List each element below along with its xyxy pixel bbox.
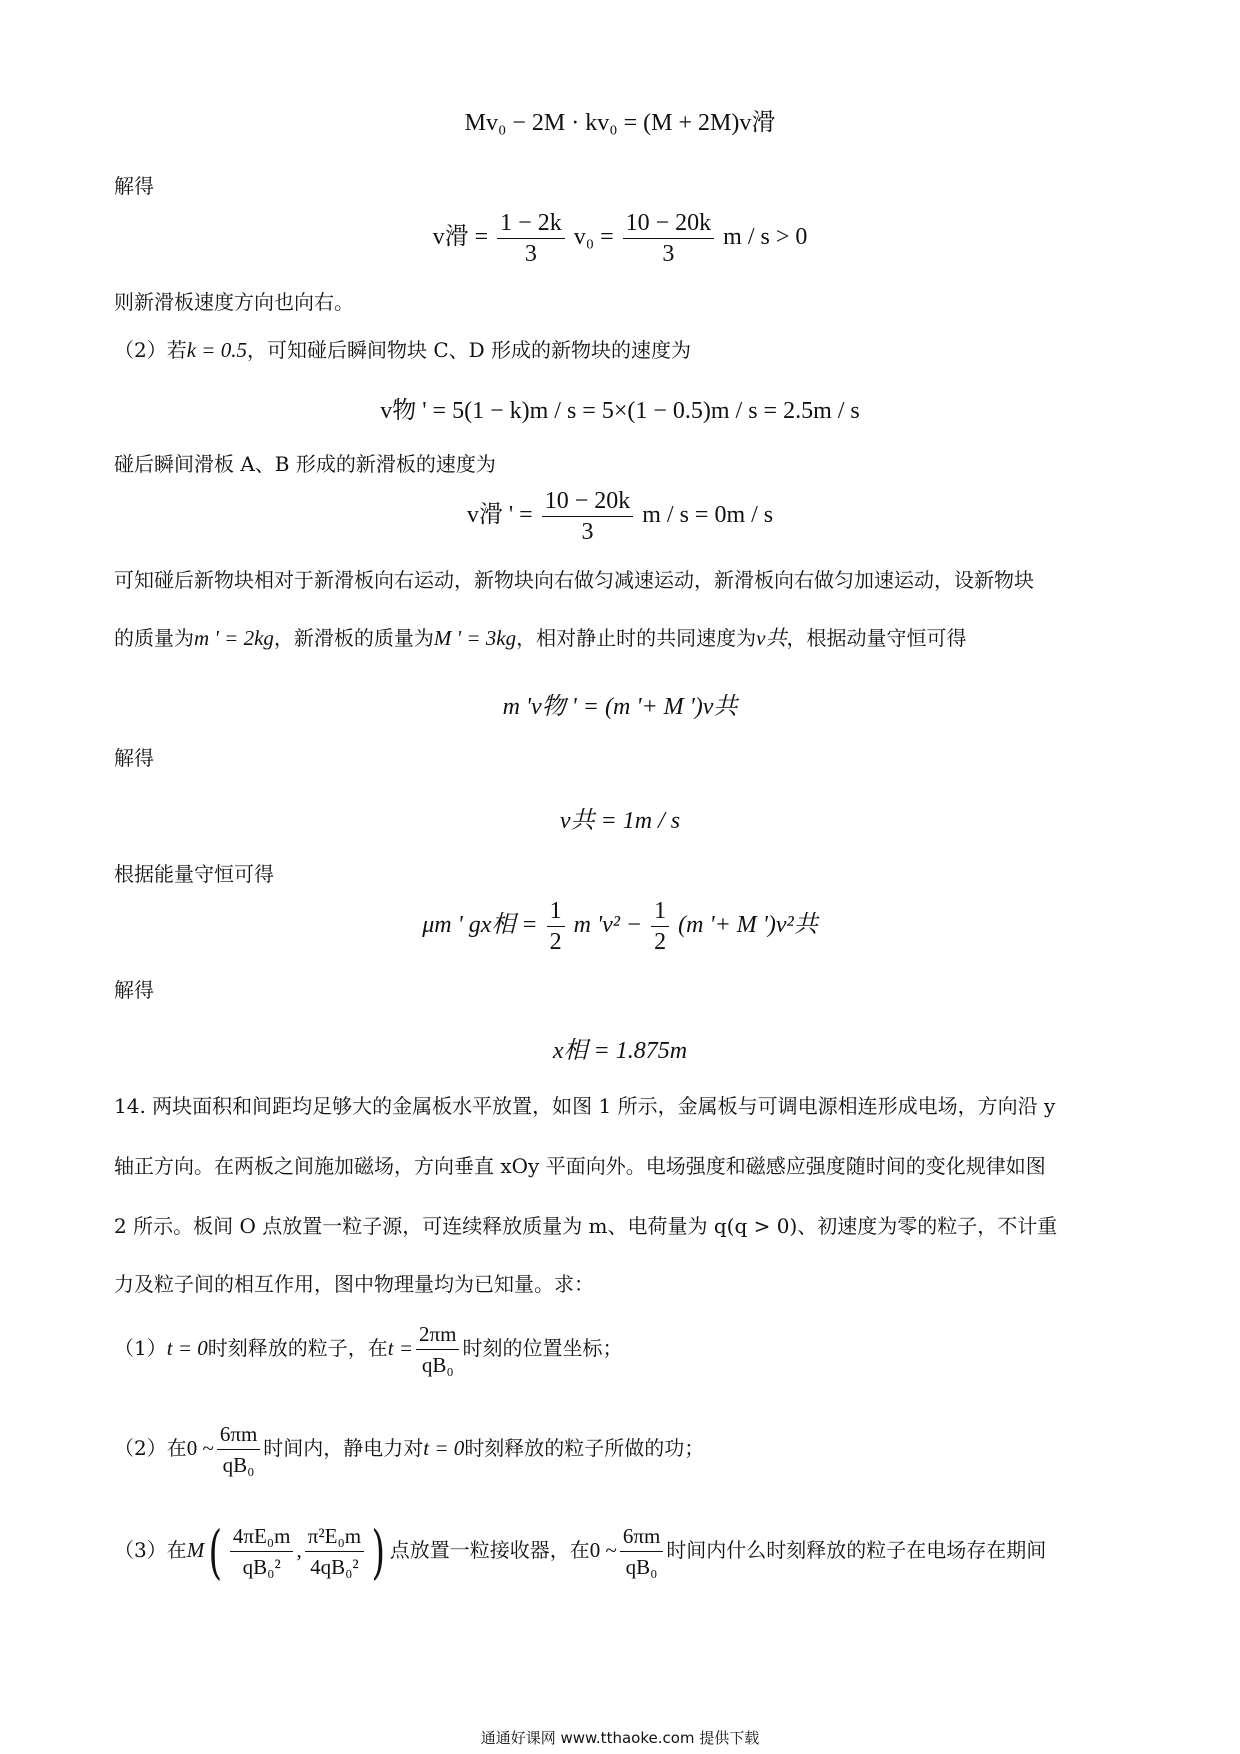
eq2-rhs: m / s > 0	[723, 224, 808, 251]
text-jiede-1: 解得	[114, 174, 154, 198]
text-jiede-2: 解得	[114, 746, 154, 770]
q14-subquestion-3: （3）在M( $\frac{\text{4πE₀m}}{\text{qB₀²}}$ , $\frac{\text{π²E₀m}}{\text{4qB₀²}}$ ) 点放置一粒接收器，在0 ~ $\frac{6\pi m}{\text{qB₀}}$ 时间内什么时刻释放的粒子在电场存在期间	[114, 1517, 1047, 1586]
eq2-fraction-1: $\frac{1 - 2k}{3}$	[497, 210, 565, 267]
q14-subquestion-2: （2）在0 ~ $\frac{6\pi m}{\text{qB₀}}$ 时间内，静电力对t = 0时刻释放的粒子所做的功；	[114, 1422, 705, 1477]
eq4-fraction: $\frac{10 - 20k}{3}$	[542, 488, 634, 545]
text-slab-speed: 碰后瞬间滑板 A、B 形成的新滑板的速度为	[114, 452, 496, 476]
text-part2-intro: （2）若k = 0.5，可知碰后瞬间物块 C、D 形成的新物块的速度为	[114, 338, 692, 362]
equation-block-velocity: v物 ' = 5(1 − k)m / s = 5×(1 − 0.5)m / s = 2.5m / s	[380, 398, 860, 424]
eq2-mid: v₀ =	[573, 224, 614, 251]
eq7-fraction-2: $\frac{1}{2}$	[651, 898, 669, 955]
q14-line-3: 2 所示。板间 O 点放置一粒子源，可连续释放质量为 m、电荷量为 q(q > 0)、初速度为零的粒子，不计重	[114, 1214, 1058, 1238]
text-energy: 根据能量守恒可得	[114, 862, 274, 886]
text-para1-line1: 可知碰后新物块相对于新滑板向右运动，新物块向右做匀减速运动，新滑板向右做匀加速运动，设新物块	[114, 568, 1034, 592]
equation-energy: μm ' gx相 = $\frac{1}{2}$ m 'v² − $\frac{1}{2}$ (m '+ M ')v²共	[422, 898, 818, 955]
q14-subquestion-1: （1）t = 0时刻释放的粒子，在t = $\frac{2\pi m}{\text{qB₀}}$ 时刻的位置坐标；	[114, 1322, 623, 1377]
q14-line-2: 轴正方向。在两板之间施加磁场，方向垂直 xOy 平面向外。电场强度和磁感应强度随时间的变化规律如图	[114, 1154, 1046, 1178]
eq2-fraction-2: $\frac{10 - 20k}{3}$	[623, 210, 715, 267]
equation-slab-velocity	[0, 210, 1240, 267]
equation-new-slab-velocity: v滑 ' = $\frac{10 - 20k}{3}$ m / s = 0m / s	[466, 488, 774, 545]
q14-line-4: 力及粒子间的相互作用，图中物理量均为已知量。求：	[114, 1272, 594, 1296]
eq2-lhs: v滑 =	[432, 224, 489, 251]
footer-credit: 通通好课网 www.tthaoke.com 提供下载	[480, 1729, 760, 1747]
text-jiede-3: 解得	[114, 978, 154, 1002]
text-direction: 则新滑板速度方向也向右。	[114, 290, 354, 314]
q14-line-1: 14. 两块面积和间距均足够大的金属板水平放置，如图 1 所示，金属板与可调电源相连形成电场，方向沿 y	[114, 1094, 1056, 1118]
equation-relative-displacement: x相 = 1.875m	[552, 1038, 688, 1064]
equation-common-velocity: v共 = 1m / s	[559, 808, 681, 834]
equation-momentum-conservation: m 'v物 ' = (m '+ M ')v共	[502, 694, 738, 720]
equation-momentum: Mv₀ − 2M · kv₀ = (M + 2M)v滑	[464, 110, 776, 136]
eq7-fraction-1: $\frac{1}{2}$	[547, 898, 565, 955]
text-para1-line2: 的质量为m ' = 2kg，新滑板的质量为M ' = 3kg，相对静止时的共同速度为v共，根据动量守恒可得	[114, 626, 967, 650]
